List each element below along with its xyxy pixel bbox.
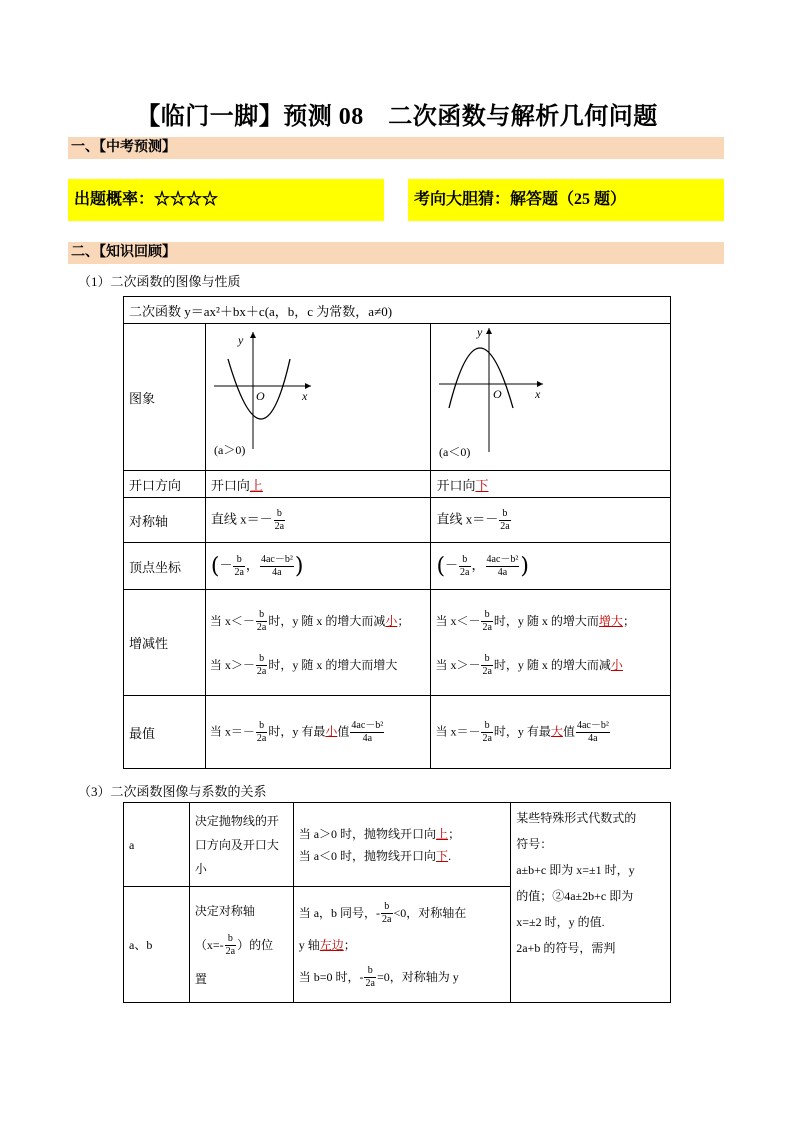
fraction-b-2a: [381, 901, 392, 926]
coef-detail-ab: [293, 887, 511, 1003]
row-label-extremum: 最值: [124, 696, 206, 769]
x-axis-label: x: [535, 387, 541, 401]
note-line: 2a+b 的符号，需判: [516, 941, 616, 955]
text: ）的位: [237, 937, 274, 952]
numerator: b: [499, 508, 510, 521]
row-label-vertex: 顶点坐标: [124, 543, 206, 590]
text: 当 b=0 时，-: [298, 969, 364, 984]
desc-line: [195, 928, 288, 962]
text: ；: [448, 826, 461, 841]
answer-red: 下: [475, 477, 489, 493]
denominator: 2a: [234, 566, 244, 578]
fraction-b-2a: [256, 609, 267, 634]
origin-label: O: [255, 389, 265, 403]
coef-desc-a: 决定抛物线的开口方向及开口大小: [189, 803, 293, 887]
numerator: b: [481, 720, 492, 733]
monotonic-line: [435, 599, 666, 643]
text: <0，对称轴在: [393, 905, 467, 920]
text: 当 x＞－: [209, 657, 255, 672]
answer-red: 大: [550, 723, 563, 738]
denominator: 2a: [482, 666, 492, 678]
denominator: 2a: [256, 622, 267, 634]
page-title: 【临门一脚】预测 08 二次函数与解析几何问题: [136, 104, 658, 130]
table-header: 二次函数 y＝ax²＋bx＋c(a，b，c 为常数，a≠0): [124, 297, 671, 324]
fraction-b-2a: [481, 720, 492, 745]
note-line: 符号：: [516, 837, 553, 851]
vertex-left: (－ $\frac{b}{2a}$ ， $\frac{\text{4ac－b²}}{4a}$ ): [205, 543, 431, 590]
numerator: b: [225, 933, 236, 946]
text: 当 x＜－: [435, 613, 481, 628]
text: .: [448, 848, 452, 863]
guess-label: 考向大胆猜：: [414, 191, 511, 208]
denominator: 2a: [256, 732, 267, 744]
denominator: 2a: [274, 520, 285, 532]
numerator: b: [381, 901, 392, 914]
text: 当 a＜0 时，抛物线开口向: [298, 848, 437, 863]
denominator: 4a: [497, 566, 508, 578]
fraction-b-2a: [256, 720, 267, 745]
fraction-b-2a: [225, 933, 236, 958]
denominator: 4a: [362, 732, 373, 744]
detail-line: [299, 823, 506, 845]
answer-red: 小: [385, 613, 398, 628]
paren-open: (: [210, 553, 220, 579]
subsection-1: （1）二次函数的图像与性质: [78, 274, 241, 289]
section-label: 【知识回顾】: [99, 245, 176, 260]
opening-right: [431, 471, 671, 498]
guess-value: 解答题（25 题）: [510, 191, 627, 208]
text: 当 x＜－: [209, 613, 255, 628]
answer-red: 小: [325, 723, 338, 738]
answer-red: 左边: [319, 937, 344, 952]
numerator: b: [256, 653, 267, 666]
y-axis-label: y: [237, 333, 244, 347]
detail-line: [299, 959, 506, 995]
answer-red: 小: [610, 657, 623, 672]
extremum-left: [205, 696, 431, 769]
parabola-down-graph: [431, 324, 671, 471]
fraction-vertex-y: [576, 720, 610, 745]
answer-red: 增大: [598, 613, 623, 628]
text: 值: [562, 723, 575, 738]
row-label-monotonic: 增减性: [124, 590, 206, 696]
denominator: 4a: [588, 732, 598, 744]
denominator: 2a: [225, 946, 236, 958]
y-axis-label: y: [477, 325, 483, 339]
guess-box: [408, 179, 724, 221]
numerator: b: [274, 508, 285, 521]
fraction-b-2a: [481, 609, 492, 634]
graph-cell-downward: [431, 324, 671, 471]
denominator: 2a: [500, 520, 510, 532]
denominator: 2a: [382, 914, 392, 926]
numerator: 4ac－b²: [260, 553, 293, 565]
x-axis-label: x: [301, 389, 308, 403]
denominator: 2a: [256, 666, 267, 678]
text: 开口向: [210, 477, 250, 493]
text: 时，y 随 x 的增大而增大: [268, 657, 398, 672]
denominator: 4a: [272, 566, 282, 578]
answer-red: 上: [249, 477, 263, 493]
fraction-vertex-y: [260, 554, 294, 579]
properties-table: [123, 296, 671, 769]
numerator: 4ac－b²: [486, 553, 519, 565]
axis-right: [431, 498, 671, 543]
text: 时，y 随 x 的增大而减: [268, 613, 386, 628]
note-line: x=±2 时，y 的值.: [516, 915, 605, 929]
row-label-axis: 对称轴: [124, 498, 206, 543]
desc-line: 决定对称轴: [194, 903, 255, 918]
fraction-b-2a: [364, 965, 375, 990]
paren-close: ): [294, 553, 304, 579]
numerator: b: [256, 720, 267, 733]
text: 时，y 随 x 的增大而减: [493, 657, 611, 672]
text: ；: [343, 937, 356, 952]
numerator: 4ac－b²: [576, 719, 609, 731]
probability-stars: ☆☆☆☆: [154, 191, 219, 208]
y-axis-arrow: [250, 332, 256, 338]
row-label-opening: 开口方向: [124, 471, 206, 498]
coef-desc-ab: [189, 887, 293, 1003]
probability-box: [68, 179, 384, 221]
fraction-vertex-y: [350, 720, 384, 745]
denominator: 2a: [365, 978, 375, 990]
detail-line: [299, 895, 506, 931]
monotonic-line: [210, 643, 427, 687]
denominator: 2a: [482, 622, 492, 634]
fraction-b-2a: [256, 653, 267, 678]
numerator: b: [233, 554, 244, 567]
answer-red: 上: [436, 826, 449, 841]
graph-caption: (a＜0): [439, 445, 471, 459]
detail-line: [299, 845, 506, 867]
text: 当 a，b 同号，-: [298, 905, 381, 920]
monotonic-left: [205, 590, 431, 696]
subsection-3: （3）二次函数图像与系数的关系: [78, 784, 267, 799]
denominator: 2a: [460, 566, 470, 578]
text: 当 x＝－: [209, 723, 255, 738]
fraction-b-2a: [499, 508, 510, 533]
numerator: b: [256, 609, 267, 622]
row-label-graph: 图象: [124, 324, 206, 471]
section-label: 【中考预测】: [99, 140, 176, 155]
desc-line: 置: [194, 971, 207, 986]
text: 当 x＝－: [435, 723, 481, 738]
graph-cell-upward: [205, 324, 431, 471]
numerator: b: [481, 609, 492, 622]
coefficient-table: [123, 802, 671, 1003]
numerator: 4ac－b²: [351, 719, 384, 731]
note-line: a±b+c 即为 x=±1 时，y: [516, 863, 635, 877]
section-header-review: [68, 242, 724, 264]
axis-left: [205, 498, 431, 543]
special-forms-note: [511, 803, 671, 1003]
numerator: b: [364, 965, 375, 978]
text: ；: [397, 613, 410, 628]
extremum-right: [431, 696, 671, 769]
note-line: 某些特殊形式代数式的: [516, 811, 637, 825]
note-line: 的值；②4a±2b+c 即为: [516, 889, 634, 903]
monotonic-line: [210, 599, 427, 643]
detail-line: [299, 931, 506, 959]
text: 直线 x＝－: [210, 510, 273, 526]
y-axis-arrow: [486, 328, 492, 334]
text: 时，y 随 x 的增大而: [493, 613, 599, 628]
text: 时，y 有最: [493, 723, 551, 738]
answer-red: 下: [436, 848, 449, 863]
fraction-b-2a: [233, 554, 244, 579]
text: 当 a＞0 时，抛物线开口向: [298, 826, 437, 841]
vertex-right: (－ $\frac{b}{2a}$ ， $\frac{\text{4ac－b²}}{4a}$ ): [431, 543, 671, 590]
parabola-down: [449, 348, 513, 408]
coef-detail-a: [293, 803, 511, 887]
numerator: b: [481, 653, 492, 666]
numerator: b: [459, 554, 470, 567]
fraction-vertex-y: [486, 554, 520, 579]
section-header-forecast: [68, 137, 724, 159]
text: 时，y 有最: [268, 723, 326, 738]
fraction-b-2a: [274, 508, 285, 533]
text: y 轴: [298, 937, 320, 952]
text: 直线 x＝－: [436, 510, 499, 526]
text: =0，对称轴为 y: [376, 969, 459, 984]
section-prefix: 二、: [71, 245, 99, 260]
text: 当 x＞－: [435, 657, 481, 672]
text: ；: [622, 613, 635, 628]
graph-caption: (a＞0): [213, 443, 246, 457]
coef-label-ab: a、b: [124, 887, 190, 1003]
paren-close: ): [520, 553, 529, 579]
monotonic-right: [431, 590, 671, 696]
text: （x=-: [194, 937, 224, 952]
section-prefix: 一、: [71, 140, 99, 155]
text: 值: [337, 723, 350, 738]
opening-left: [205, 471, 431, 498]
coef-label-a: a: [124, 803, 190, 887]
monotonic-line: [435, 643, 666, 687]
fraction-b-2a: [481, 653, 492, 678]
probability-label: 出题概率：: [74, 191, 155, 208]
paren-open: (: [436, 553, 446, 579]
fraction-b-2a: [459, 554, 470, 579]
parabola-up-graph: [206, 324, 432, 471]
text: 开口向: [436, 477, 476, 493]
denominator: 2a: [482, 732, 492, 744]
origin-label: O: [493, 387, 503, 401]
